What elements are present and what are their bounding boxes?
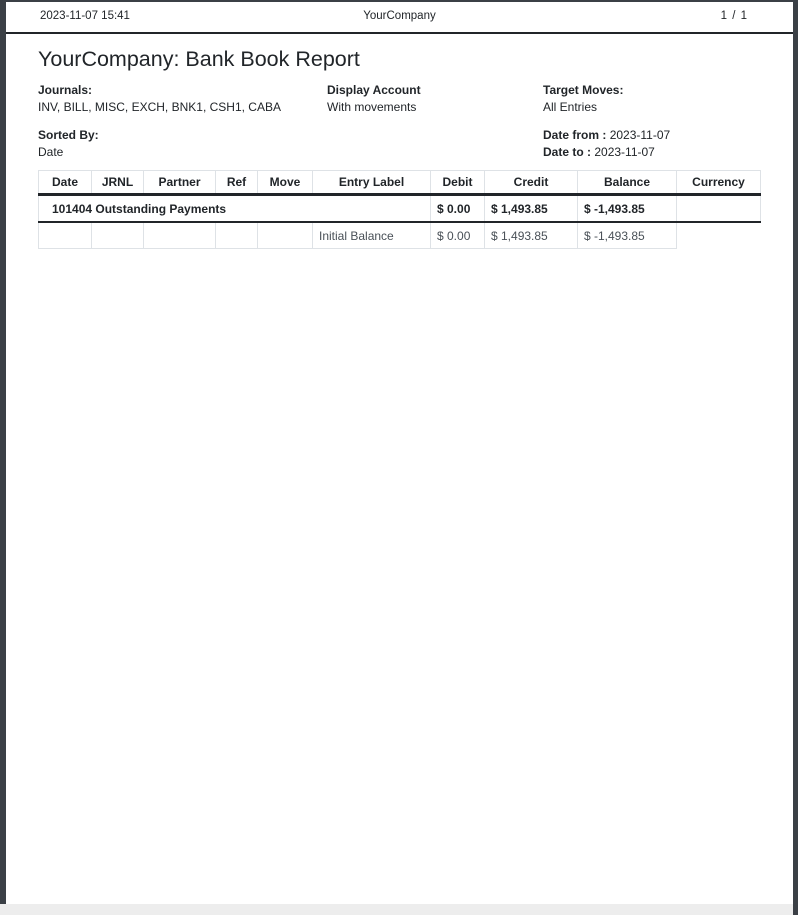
filter-sorted-by (38, 127, 99, 161)
sorted-by-value: Date (38, 145, 64, 159)
display-account-label: Display Account (327, 83, 421, 97)
report-company-name: YourCompany (363, 10, 436, 22)
viewer-frame-right (793, 0, 798, 915)
table-header-row (39, 171, 761, 195)
report-title: YourCompany: Bank Book Report (38, 47, 360, 71)
cell-entry-label: Initial Balance (313, 222, 431, 249)
account-group-label: 101404 Outstanding Payments (39, 195, 431, 223)
col-header-partner: Partner (144, 171, 216, 195)
group-credit: $ 1,493.85 (485, 195, 578, 223)
date-to-value: 2023-11-07 (594, 145, 655, 159)
date-from-line (543, 127, 670, 144)
cell-balance: $ -1,493.85 (578, 222, 677, 249)
cell-partner (144, 222, 216, 249)
group-currency (677, 195, 761, 223)
filter-date-range (543, 127, 670, 161)
col-header-credit: Credit (485, 171, 578, 195)
filter-journals (38, 82, 281, 116)
cell-jrnl (92, 222, 144, 249)
cell-debit: $ 0.00 (431, 222, 485, 249)
header-divider (6, 32, 793, 34)
bank-book-table (38, 170, 761, 249)
report-datetime: 2023-11-07 15:41 (40, 10, 130, 22)
date-from-label: Date from : (543, 128, 607, 142)
table-row (39, 222, 761, 249)
col-header-ref: Ref (216, 171, 258, 195)
account-group-row (39, 195, 761, 223)
filter-target-moves (543, 82, 623, 116)
col-header-balance: Balance (578, 171, 677, 195)
date-to-label: Date to : (543, 145, 591, 159)
col-header-move: Move (258, 171, 313, 195)
journals-value: INV, BILL, MISC, EXCH, BNK1, CSH1, CABA (38, 100, 281, 114)
group-balance: $ -1,493.85 (578, 195, 677, 223)
filter-display-account (327, 82, 421, 116)
col-header-jrnl: JRNL (92, 171, 144, 195)
col-header-date: Date (39, 171, 92, 195)
date-to-line (543, 144, 670, 161)
date-from-value: 2023-11-07 (609, 128, 671, 142)
target-moves-label: Target Moves: (543, 83, 624, 97)
cell-credit: $ 1,493.85 (485, 222, 578, 249)
col-header-currency: Currency (677, 171, 761, 195)
report-page (6, 2, 793, 904)
col-header-debit: Debit (431, 171, 485, 195)
group-debit: $ 0.00 (431, 195, 485, 223)
target-moves-value: All Entries (543, 100, 598, 114)
viewer-bottom-band (0, 904, 793, 915)
cell-currency (677, 222, 761, 249)
cell-date (39, 222, 92, 249)
sorted-by-label: Sorted By: (38, 128, 99, 142)
col-header-entry-label: Entry Label (313, 171, 431, 195)
cell-ref (216, 222, 258, 249)
page-number-indicator: 1 / 1 (720, 10, 748, 22)
display-account-value: With movements (327, 100, 417, 114)
journals-label: Journals: (38, 83, 93, 97)
cell-move (258, 222, 313, 249)
